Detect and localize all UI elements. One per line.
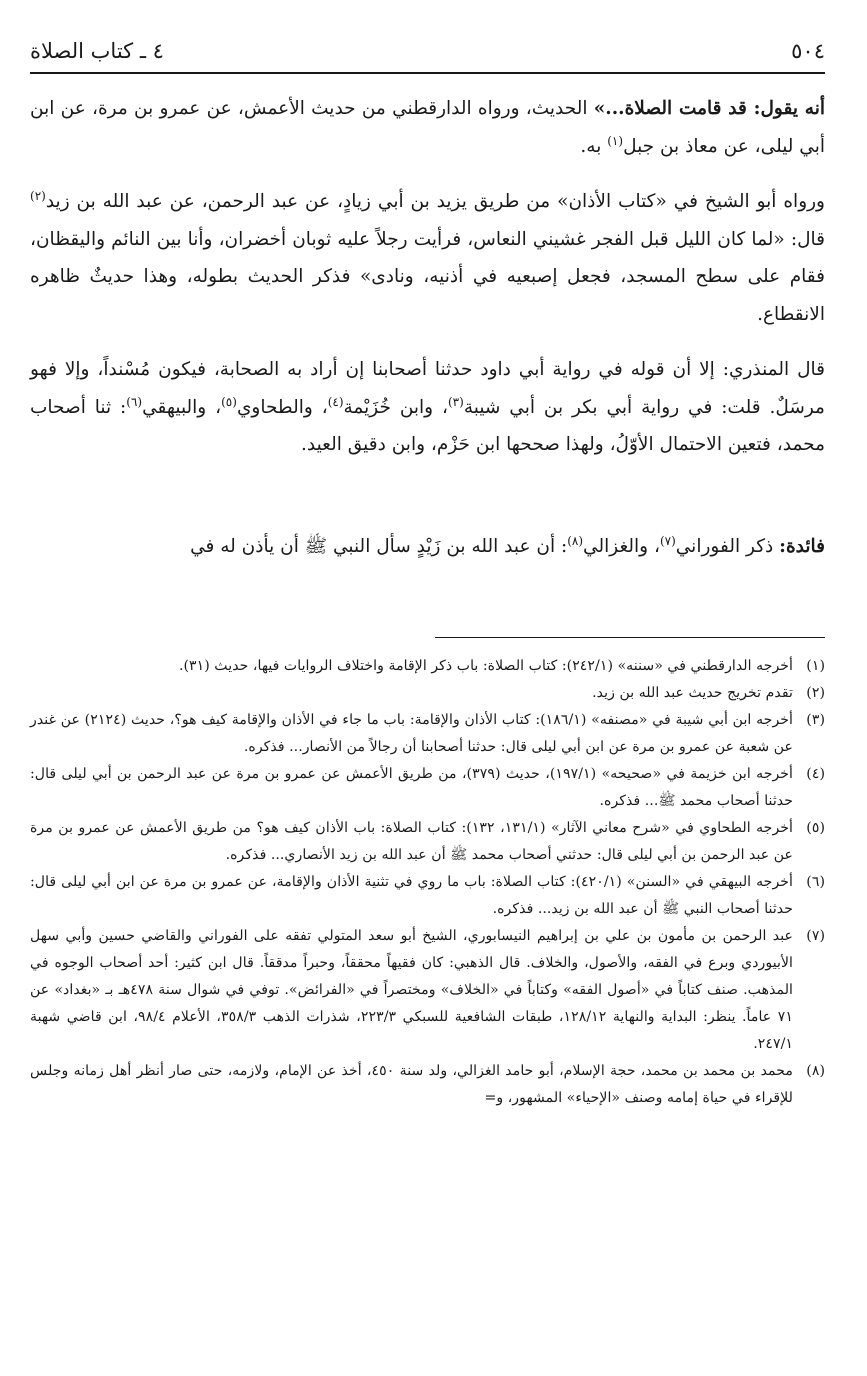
footnote-divider: [435, 637, 825, 638]
page-number: ٥٠٤: [791, 39, 825, 63]
footnote-text: أخرجه الطحاوي في «شرح معاني الآثار» (١٣١/١، ١٣٢): كتاب الصلاة: باب الأذان كيف هو؟ من طريق الأعمش عن عمرو بن مرة عن عبد الرحمن بن أبي ليلى قال: حدثني أصحاب محمد ﷺ أن عبد الله بن زيد الأنصاري... فذكره.: [30, 820, 793, 863]
footnote-ref-2[interactable]: (٢): [30, 188, 46, 203]
footnote-text: تقدم تخريج حديث عبد الله بن زيد.: [592, 685, 793, 701]
footnote-number: (٣): [806, 712, 825, 728]
footnote-ref-1[interactable]: (١): [607, 133, 624, 148]
footnote-4: [30, 761, 825, 815]
footnotes: [30, 653, 825, 1112]
main-text: [30, 90, 825, 583]
footnote-ref-3[interactable]: (٣): [447, 394, 464, 409]
footnote-7: [30, 923, 825, 1058]
footnote-ref-4[interactable]: (٤): [327, 394, 344, 409]
footnote-text: أخرجه ابن أبي شيبة في «مصنفه» (١٨٦/١): كتاب الأذان والإقامة: باب ما جاء في الأذان والإقامة كيف هو؟، حديث (٢١٢٤) عن غندر عن شعبة عن عمرو بن مرة عن ابن أبي ليلى قال: حدثنا أصحابنا أن رجالاً من الأنصار... فذكره.: [30, 712, 793, 755]
chapter-title: ٤ ـ كتاب الصلاة: [30, 39, 164, 63]
footnote-2: [30, 680, 825, 707]
footnote-text: أخرجه ابن خزيمة في «صحيحه» (١٩٧/١)، حديث (٣٧٩)، من طريق الأعمش عن عمرو بن مرة عن عبد الرحمن بن أبي ليلى قال: حدثنا أصحاب محمد ﷺ... فذكره.: [30, 766, 794, 809]
paragraph-3: قال المنذري: إلا أن قوله في رواية أبي داود حدثنا أصحابنا إن أراد به الصحابة، فيكون مُسْنداً، وإلا فهو مرسَلٌ. قلت: في رواية أبي بكر بن أبي شيبة$^{(٣)}$، وابن خُزَيْمة$^{(٤)}$، والطحاوي$^{(٥)}$، والبيهقي$^{(٦)}$: ثنا أصحاب محمد، فتعين الاحتمال الأوّلُ، ولهذا صححها ابن حَزْم، وابن دقيق العيد.: [30, 359, 825, 455]
quoted-lead: أنه يقول: قد قامت الصلاة...»: [593, 98, 825, 119]
footnote-number: (١): [806, 658, 825, 674]
page-header: [30, 36, 825, 66]
paragraph-1: أنه يقول: قد قامت الصلاة...» الحديث، ورواه الدارقطني من حديث الأعمش، عن عمرو بن مرة، عن ابن أبي ليلى، عن معاذ بن جبل$^{(١)}$ به.: [30, 98, 825, 157]
footnote-text: محمد بن محمد بن محمد، حجة الإسلام، أبو حامد الغزالي، ولد سنة ٤٥٠، أخذ عن الإمام، ولازمه، حتى صار أنظر أهل زمانه وجلس للإقراء في حياة إمامه وصنف «الإحياء» المشهور، و=: [30, 1063, 793, 1106]
footnote-text: أخرجه الدارقطني في «سننه» (٢٤٢/١): كتاب الصلاة: باب ذكر الإقامة واختلاف الروايات فيها، حديث (٣١).: [178, 658, 793, 674]
footnote-text: عبد الرحمن بن مأمون بن علي بن إبراهيم النيسابوري، الشيخ أبو سعد المتولي تفقه على الفوراني والقاضي حسين وأبي سهل الأبيوردي وبرع في الفقه، والأصول، والخلاف. قال الذهبي: كان فقيهاً محققاً، وحبراً مدققاً. قال ابن كثير: أحد أصحاب الوجوه في المذهب. صنف كتاباً في «أصول الفقه» وكتاباً في «الخلاف» ومختصراً في «الفرائض». توفي في شوال سنة ٤٧٨هـ بـ «بغداد» عن ٧١ عاماً. ينظر: البداية والنهاية ١٢٨/١٢، طبقات الشافعية للسبكي ٢٢٣/٣، شذرات الذهب ٣٥٨/٣، الأعلام ٩٨/٤، ابن قاضي شهبة ٢٤٧/١.: [30, 928, 793, 1052]
footnote-5: [30, 815, 825, 869]
footnote-8: [30, 1058, 825, 1112]
footnote-6: [30, 869, 825, 923]
paragraph-2: ورواه أبو الشيخ في «كتاب الأذان» من طريق يزيد بن أبي زيادٍ، عن عبد الرحمن، عن عبد الله بن زيد$^{(٢)}$ قال: «لما كان الليل قبل الفجر غشيني النعاس، فرأيت رجلاً عليه ثوبان أخضران، وأنا بين النائم واليقظان، فقام على سطح المسجد، فجعل إصبعيه في أذنيه، ونادى» فذكر الحديث بطوله، وهذا حديثٌ ظاهره الانقطاع.: [30, 188, 825, 325]
footnote-ref-5[interactable]: (٥): [221, 394, 237, 409]
footnote-number: (٥): [806, 820, 825, 836]
footnote-ref-8[interactable]: (٨): [567, 533, 584, 548]
footnote-ref-7[interactable]: (٧): [659, 533, 676, 548]
footnote-number: (٢): [806, 685, 825, 701]
header-divider: [30, 72, 825, 74]
footnote-number: (٦): [806, 874, 825, 890]
footnote-1: [30, 653, 825, 680]
footnote-ref-6[interactable]: (٦): [126, 394, 143, 409]
benefit-label: فائدة:: [779, 535, 825, 557]
footnote-number: (٧): [806, 928, 825, 944]
footnote-3: [30, 707, 825, 761]
paragraph-benefit: فائدة: ذكر الفوراني$^{(٧)}$، والغزالي$^{(٨)}$: أن عبد الله بن زَيْدٍ سأل النبي ﷺ أن يأذن له في: [190, 533, 825, 557]
footnote-number: (٤): [806, 766, 825, 782]
footnote-text: أخرجه البيهقي في «السنن» (٤٢٠/١): كتاب الصلاة: باب ما روي في تثنية الأذان والإقامة، عن عمرو بن مرة عن ابن أبي ليلى قال: حدثنا أصحاب النبي ﷺ أن عبد الله بن زيد... فذكره.: [30, 874, 793, 917]
footnote-number: (٨): [806, 1063, 825, 1079]
